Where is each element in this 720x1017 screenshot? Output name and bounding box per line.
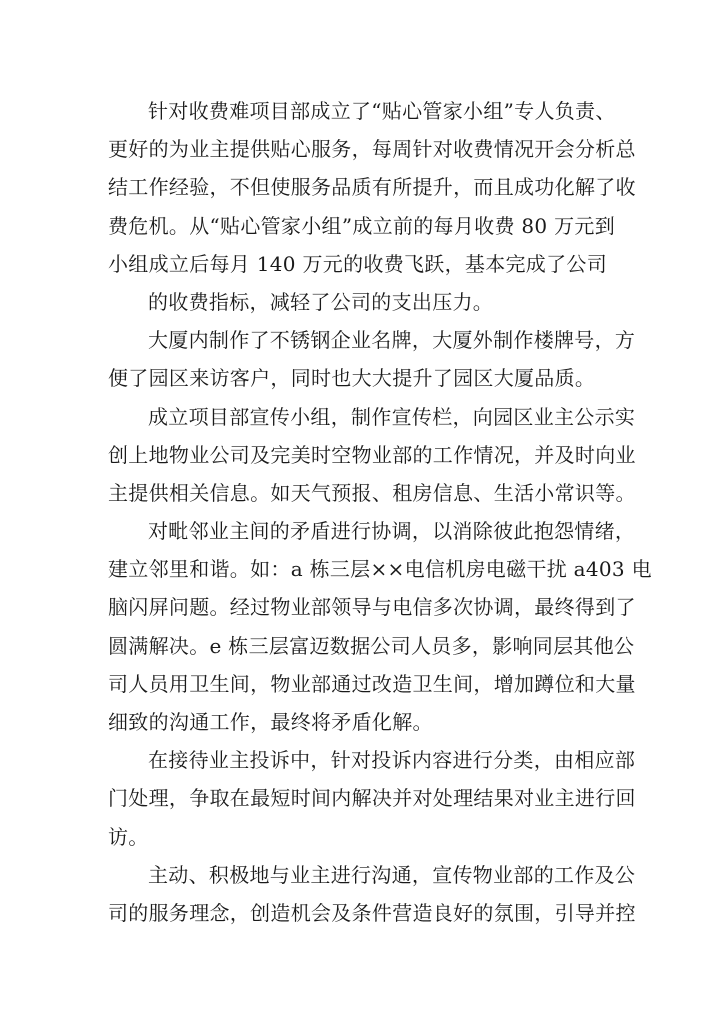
text-line: 小组成立后每月 140 万元的收费飞跃，基本完成了公司	[108, 251, 607, 276]
text-line: 建立邻里和谐。如：a 栋三层××电信机房电磁干扰 a403 电	[108, 557, 652, 582]
text-line: 门处理，争取在最短时间内解决并对处理结果对业主进行回	[108, 786, 636, 811]
text-line: 费危机。从“贴心管家小组”成立前的每月收费 80 万元到	[108, 213, 616, 238]
text-line: 结工作经验，不但使服务品质有所提升，而且成功化解了收	[108, 175, 636, 200]
text-line: 访。	[108, 824, 149, 849]
text-line: 便了园区来访客户，同时也大大提升了园区大厦品质。	[108, 366, 596, 391]
text-line: 在接待业主投诉中，针对投诉内容进行分类，由相应部	[148, 748, 636, 773]
text-line: 的收费指标，减轻了公司的支出压力。	[148, 289, 494, 314]
text-line: 针对收费难项目部成立了“贴心管家小组”专人负责、	[148, 99, 616, 123]
text-line: 司人员用卫生间，物业部通过改造卫生间，增加蹲位和大量	[108, 671, 636, 696]
text-line: 更好的为业主提供贴心服务，每周针对收费情况开会分析总	[108, 137, 636, 162]
text-line: 主提供相关信息。如天气预报、租房信息、生活小常识等。	[108, 480, 636, 505]
text-line: 主动、积极地与业主进行沟通，宣传物业部的工作及公	[148, 862, 636, 887]
text-line: 成立项目部宣传小组，制作宣传栏，向园区业主公示实	[148, 404, 636, 429]
text-line: 圆满解决。e 栋三层富迈数据公司人员多，影响同层其他公	[108, 633, 635, 658]
body-text	[108, 92, 652, 932]
text-line: 对毗邻业主间的矛盾进行协调，以消除彼此抱怨情绪，	[148, 519, 636, 544]
text-line: 脑闪屏问题。经过物业部领导与电信多次协调，最终得到了	[108, 595, 636, 620]
text-line: 司的服务理念，创造机会及条件营造良好的氛围，引导并控	[108, 900, 636, 925]
text-line: 大厦内制作了不锈钢企业名牌，大厦外制作楼牌号，方	[148, 328, 636, 353]
text-line: 细致的沟通工作，最终将矛盾化解。	[108, 710, 433, 734]
text-line: 创上地物业公司及完美时空物业部的工作情况，并及时向业	[108, 442, 636, 467]
